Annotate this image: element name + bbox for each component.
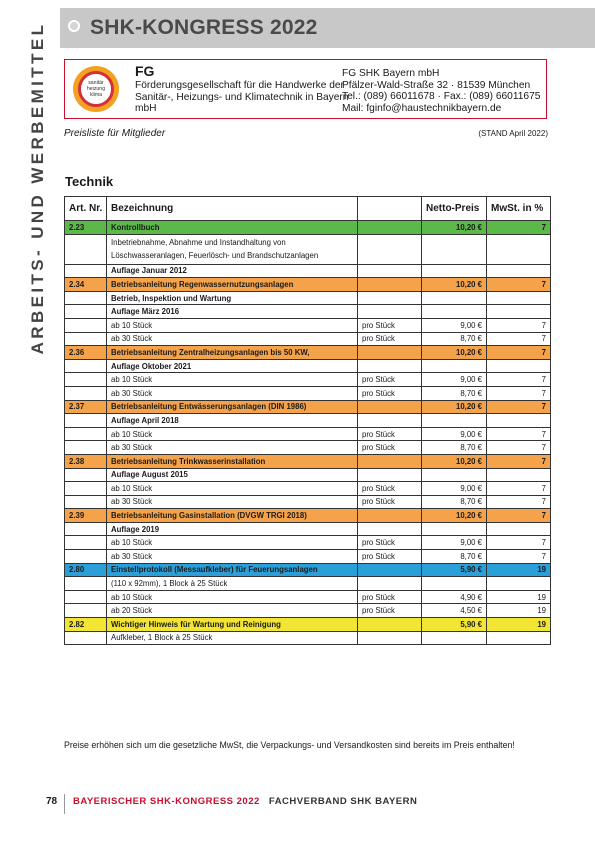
cell-art-nr: [65, 631, 107, 645]
table-row: [65, 590, 551, 604]
cell-bezeichnung: Betriebsanleitung Entwässerungsanlagen (DIN 1986): [107, 400, 358, 414]
cell-netto-preis: 5,90 €: [422, 563, 487, 577]
cell-unit: [358, 346, 422, 360]
price-list-subtitle: Preisliste für Mitglieder: [64, 128, 166, 139]
cell-netto-preis: 9,00 €: [422, 373, 487, 387]
cell-art-nr: [65, 291, 107, 305]
cell-netto-preis: 8,70 €: [422, 386, 487, 400]
sidebar-text: ARBEITS- UND WERBEMITTEL: [28, 21, 47, 355]
cell-unit: [358, 454, 422, 468]
cell-mwst: 7: [487, 386, 551, 400]
cell-art-nr: [65, 604, 107, 618]
org-abbreviation: FG: [135, 63, 155, 79]
cell-art-nr: [65, 550, 107, 564]
cell-art-nr: [65, 577, 107, 591]
cell-mwst: 19: [487, 604, 551, 618]
address-line: FG SHK Bayern mbH: [342, 68, 440, 79]
header-bezeichnung: Bezeichnung: [107, 197, 358, 221]
table-row: [65, 305, 551, 319]
cell-mwst: 7: [487, 332, 551, 346]
cell-netto-preis: [422, 468, 487, 482]
cell-unit: pro Stück: [358, 590, 422, 604]
logo-text-1: sanitär: [88, 80, 104, 86]
table-body: [65, 221, 551, 645]
cell-art-nr: 2.34: [65, 278, 107, 292]
table-row: [65, 221, 551, 235]
circle-icon: [68, 20, 80, 32]
cell-bezeichnung: Betriebsanleitung Zentralheizungsanlagen bis 50 KW,: [107, 346, 358, 360]
table-row: [65, 631, 551, 645]
cell-mwst: 7: [487, 441, 551, 455]
cell-bezeichnung: ab 10 Stück: [107, 318, 358, 332]
cell-netto-preis: [422, 577, 487, 591]
table-row: [65, 618, 551, 632]
cell-netto-preis: 9,00 €: [422, 482, 487, 496]
table-row: [65, 278, 551, 292]
table-row: [65, 495, 551, 509]
table-row: [65, 318, 551, 332]
header-bar: [60, 8, 595, 48]
cell-mwst: [487, 468, 551, 482]
address-email[interactable]: Mail: fginfo@haustechnikbayern.de: [342, 102, 502, 114]
cell-unit: pro Stück: [358, 482, 422, 496]
cell-art-nr: [65, 386, 107, 400]
cell-netto-preis: 8,70 €: [422, 495, 487, 509]
cell-bezeichnung: Auflage April 2018: [107, 414, 358, 428]
cell-art-nr: [65, 234, 107, 264]
logo-text-3: klima: [89, 92, 103, 98]
cell-netto-preis: 10,20 €: [422, 346, 487, 360]
cell-mwst: 7: [487, 536, 551, 550]
cell-bezeichnung: Betriebsanleitung Trinkwasserinstallation: [107, 454, 358, 468]
cell-bezeichnung: Auflage März 2016: [107, 305, 358, 319]
cell-unit: pro Stück: [358, 550, 422, 564]
cell-unit: pro Stück: [358, 604, 422, 618]
cell-art-nr: [65, 522, 107, 536]
table-row: [65, 454, 551, 468]
cell-art-nr: [65, 536, 107, 550]
cell-mwst: 19: [487, 563, 551, 577]
cell-unit: [358, 305, 422, 319]
cell-netto-preis: 9,00 €: [422, 536, 487, 550]
cell-bezeichnung: Einstellprotokoll (Messaufkleber) für Feuerungsanlagen: [107, 563, 358, 577]
cell-bezeichnung: Auflage Januar 2012: [107, 264, 358, 278]
section-title: Technik: [65, 174, 114, 189]
cell-netto-preis: 8,70 €: [422, 332, 487, 346]
cell-unit: pro Stück: [358, 536, 422, 550]
table-row: [65, 604, 551, 618]
table-row: [65, 577, 551, 591]
cell-mwst: 7: [487, 495, 551, 509]
cell-unit: [358, 400, 422, 414]
cell-art-nr: 2.82: [65, 618, 107, 632]
cell-bezeichnung: Wichtiger Hinweis für Wartung und Reinigung: [107, 618, 358, 632]
cell-mwst: 7: [487, 278, 551, 292]
cell-art-nr: 2.36: [65, 346, 107, 360]
cell-netto-preis: 8,70 €: [422, 441, 487, 455]
table-row: [65, 509, 551, 523]
stand-date: (STAND April 2022): [478, 129, 548, 138]
cell-netto-preis: [422, 264, 487, 278]
cell-mwst: [487, 291, 551, 305]
cell-bezeichnung: Inbetriebnahme, Abnahme und Instandhaltung von Löschwasseranlagen, Feuerlösch- und Brandschutzanlagen: [107, 234, 358, 264]
table-row: [65, 264, 551, 278]
cell-unit: pro Stück: [358, 495, 422, 509]
shk-logo-icon: [73, 66, 119, 112]
cell-mwst: 7: [487, 482, 551, 496]
cell-mwst: 19: [487, 618, 551, 632]
cell-art-nr: [65, 441, 107, 455]
cell-art-nr: 2.38: [65, 454, 107, 468]
table-row: [65, 400, 551, 414]
cell-bezeichnung: ab 30 Stück: [107, 550, 358, 564]
cell-bezeichnung: Betrieb, Inspektion und Wartung: [107, 291, 358, 305]
cell-mwst: 7: [487, 550, 551, 564]
cell-netto-preis: [422, 234, 487, 264]
org-description: Förderungsgesellschaft für die Handwerke der Sanitär-, Heizungs- und Klimatechnik in Bayern mbH: [135, 80, 349, 114]
cell-art-nr: [65, 427, 107, 441]
cell-art-nr: [65, 482, 107, 496]
cell-mwst: [487, 305, 551, 319]
cell-mwst: [487, 264, 551, 278]
cell-mwst: 7: [487, 509, 551, 523]
address-line: Pfälzer-Wald-Straße 32 · 81539 München: [342, 79, 531, 91]
footer-divider: [64, 794, 65, 814]
cell-bezeichnung: ab 30 Stück: [107, 386, 358, 400]
cell-bezeichnung: Betriebsanleitung Regenwassernutzungsanlagen: [107, 278, 358, 292]
cell-unit: pro Stück: [358, 373, 422, 387]
cell-art-nr: [65, 373, 107, 387]
cell-bezeichnung: ab 30 Stück: [107, 495, 358, 509]
table-row: [65, 332, 551, 346]
header-mwst: MwSt. in %: [487, 197, 551, 221]
cell-netto-preis: 10,20 €: [422, 454, 487, 468]
table-row: [65, 414, 551, 428]
table-row: [65, 386, 551, 400]
cell-art-nr: 2.39: [65, 509, 107, 523]
table-row: [65, 550, 551, 564]
cell-unit: [358, 468, 422, 482]
header-netto-preis: Netto-Preis: [422, 197, 487, 221]
table-row: [65, 522, 551, 536]
cell-mwst: [487, 522, 551, 536]
table-row: [65, 468, 551, 482]
cell-bezeichnung: Auflage Oktober 2021: [107, 359, 358, 373]
table-row: [65, 359, 551, 373]
cell-unit: [358, 278, 422, 292]
footer: [73, 796, 417, 807]
cell-unit: pro Stück: [358, 441, 422, 455]
cell-unit: [358, 563, 422, 577]
cell-art-nr: 2.23: [65, 221, 107, 235]
cell-netto-preis: [422, 522, 487, 536]
cell-mwst: [487, 414, 551, 428]
cell-art-nr: [65, 495, 107, 509]
cell-mwst: 7: [487, 346, 551, 360]
cell-art-nr: [65, 264, 107, 278]
cell-mwst: [487, 234, 551, 264]
cell-unit: [358, 359, 422, 373]
cell-art-nr: 2.37: [65, 400, 107, 414]
cell-bezeichnung: Kontrollbuch: [107, 221, 358, 235]
cell-netto-preis: 8,70 €: [422, 550, 487, 564]
cell-netto-preis: [422, 414, 487, 428]
cell-art-nr: [65, 590, 107, 604]
cell-netto-preis: [422, 359, 487, 373]
logo-text-2: heizung: [86, 86, 106, 92]
cell-art-nr: 2.80: [65, 563, 107, 577]
price-table: [64, 196, 551, 645]
cell-unit: [358, 522, 422, 536]
cell-netto-preis: 10,20 €: [422, 400, 487, 414]
cell-unit: pro Stück: [358, 427, 422, 441]
cell-netto-preis: 4,90 €: [422, 590, 487, 604]
header-unit: [358, 197, 422, 221]
cell-bezeichnung: ab 20 Stück: [107, 604, 358, 618]
cell-bezeichnung: (110 x 92mm), 1 Block à 25 Stück: [107, 577, 358, 591]
organization-box: [64, 59, 547, 119]
cell-mwst: [487, 359, 551, 373]
cell-unit: pro Stück: [358, 318, 422, 332]
cell-mwst: 7: [487, 400, 551, 414]
cell-netto-preis: [422, 631, 487, 645]
sidebar-vertical-title: [24, 18, 52, 358]
table-row: [65, 482, 551, 496]
cell-mwst: 19: [487, 590, 551, 604]
footer-event: BAYERISCHER SHK-KONGRESS 2022: [73, 796, 260, 807]
cell-netto-preis: 10,20 €: [422, 221, 487, 235]
table-header-row: [65, 197, 551, 221]
cell-bezeichnung: ab 10 Stück: [107, 427, 358, 441]
footer-org: FACHVERBAND SHK BAYERN: [268, 796, 418, 807]
table-row: [65, 291, 551, 305]
page-number: 78: [46, 796, 58, 807]
cell-netto-preis: 5,90 €: [422, 618, 487, 632]
cell-netto-preis: 9,00 €: [422, 427, 487, 441]
table-row: [65, 563, 551, 577]
cell-netto-preis: [422, 305, 487, 319]
org-address: [342, 68, 540, 114]
cell-bezeichnung: ab 10 Stück: [107, 373, 358, 387]
cell-unit: [358, 234, 422, 264]
table-row: [65, 346, 551, 360]
cell-unit: [358, 221, 422, 235]
cell-netto-preis: 10,20 €: [422, 278, 487, 292]
table-row: [65, 427, 551, 441]
cell-unit: [358, 618, 422, 632]
cell-unit: [358, 631, 422, 645]
cell-bezeichnung: Betriebsanleitung Gasinstallation (DVGW TRGI 2018): [107, 509, 358, 523]
cell-bezeichnung: ab 10 Stück: [107, 590, 358, 604]
cell-art-nr: [65, 359, 107, 373]
cell-unit: pro Stück: [358, 386, 422, 400]
cell-mwst: [487, 577, 551, 591]
cell-bezeichnung: ab 10 Stück: [107, 482, 358, 496]
cell-unit: [358, 291, 422, 305]
price-footnote: Preise erhöhen sich um die gesetzliche MwSt, die Verpackungs- und Versandkosten sind bereits im Preis enthalten!: [64, 740, 515, 750]
cell-bezeichnung: ab 30 Stück: [107, 441, 358, 455]
cell-bezeichnung: Auflage 2019: [107, 522, 358, 536]
cell-mwst: 7: [487, 318, 551, 332]
cell-netto-preis: 10,20 €: [422, 509, 487, 523]
address-line: Tel.: (089) 66011678 · Fax.: (089) 66011675: [342, 91, 541, 102]
cell-art-nr: [65, 305, 107, 319]
cell-bezeichnung: ab 10 Stück: [107, 536, 358, 550]
cell-unit: pro Stück: [358, 332, 422, 346]
cell-mwst: 7: [487, 454, 551, 468]
cell-bezeichnung: ab 30 Stück: [107, 332, 358, 346]
cell-art-nr: [65, 318, 107, 332]
cell-art-nr: [65, 414, 107, 428]
table-row: [65, 234, 551, 264]
cell-mwst: 7: [487, 427, 551, 441]
cell-unit: [358, 414, 422, 428]
cell-mwst: 7: [487, 221, 551, 235]
page-title: SHK-KONGRESS 2022: [90, 16, 318, 39]
cell-mwst: [487, 631, 551, 645]
cell-bezeichnung: Auflage August 2015: [107, 468, 358, 482]
cell-mwst: 7: [487, 373, 551, 387]
cell-art-nr: [65, 468, 107, 482]
cell-netto-preis: 9,00 €: [422, 318, 487, 332]
cell-netto-preis: [422, 291, 487, 305]
cell-bezeichnung: Aufkleber, 1 Block à 25 Stück: [107, 631, 358, 645]
table-row: [65, 536, 551, 550]
table-row: [65, 441, 551, 455]
cell-unit: [358, 509, 422, 523]
cell-unit: [358, 577, 422, 591]
cell-unit: [358, 264, 422, 278]
cell-netto-preis: 4,50 €: [422, 604, 487, 618]
cell-art-nr: [65, 332, 107, 346]
table-row: [65, 373, 551, 387]
header-art-nr: Art. Nr.: [65, 197, 107, 221]
